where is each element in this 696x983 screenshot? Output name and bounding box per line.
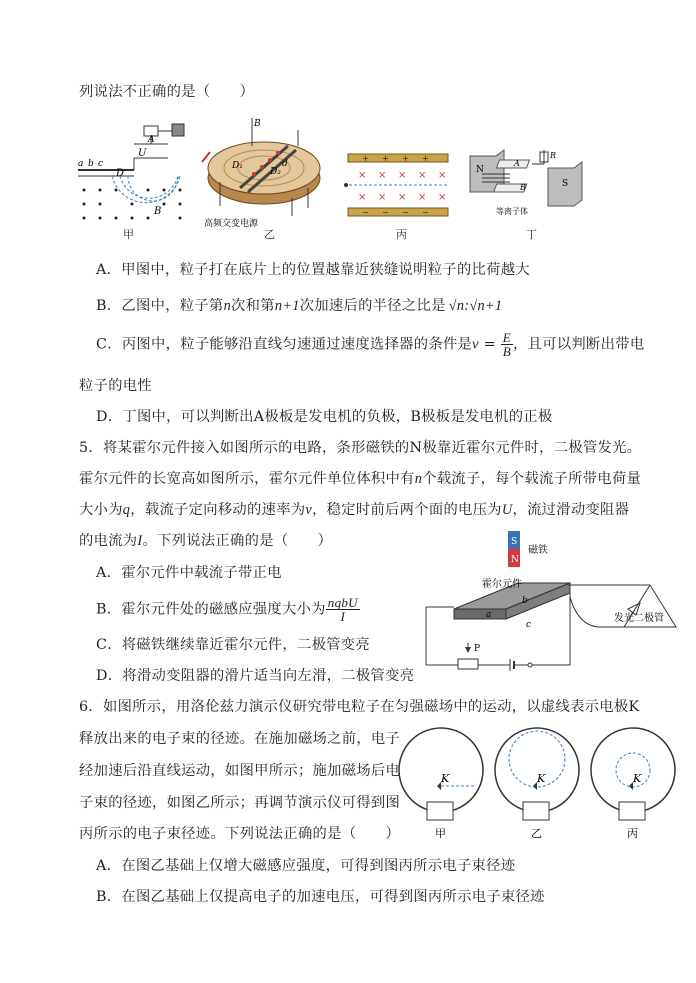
- svg-text:a: a: [486, 610, 492, 620]
- svg-text:c: c: [98, 159, 104, 169]
- svg-text:a: a: [78, 159, 84, 169]
- q5-option-c: C．将磁铁继续靠近霍尔元件，二极管变亮: [96, 637, 370, 653]
- svg-text:R: R: [550, 151, 557, 160]
- svg-text:A: A: [514, 159, 520, 168]
- svg-text:S: S: [562, 179, 569, 189]
- svg-text:+: +: [362, 154, 369, 163]
- q4-option-b: B．乙图中，粒子第n次和第n+1次加速后的半径之比是 √n:√n+1: [96, 298, 503, 314]
- svg-text:等离子体: 等离子体: [496, 207, 528, 216]
- q4-option-d: D．丁图中，可以判断出A极板是发电机的负极，B极板是发电机的正极: [96, 409, 553, 425]
- svg-text:+: +: [382, 154, 389, 163]
- svg-text:×: ×: [418, 192, 427, 203]
- svg-text:U: U: [138, 148, 147, 159]
- q5-stem-line4: 的电流为I。下列说法正确的是（ ）: [79, 533, 333, 549]
- svg-text:−: −: [422, 208, 429, 217]
- tube-bing: [591, 728, 675, 840]
- svg-text:霍尔元件: 霍尔元件: [482, 579, 522, 590]
- svg-text:P: P: [474, 644, 481, 654]
- q5-stem-line3: 大小为q，载流子定向移动的速率为v，稳定时前后两个面的电压为U，流过滑动变阻器: [79, 502, 630, 518]
- svg-text:+: +: [422, 154, 429, 163]
- q4-intro: 列说法不正确的是（ ）: [79, 84, 255, 100]
- svg-text:c: c: [526, 620, 532, 630]
- q6-option-b: B．在图乙基础上仅提高电子的加速电压，可得到图丙所示电子束径迹: [96, 889, 545, 905]
- svg-text:D₂: D₂: [270, 167, 281, 177]
- svg-text:b: b: [522, 596, 528, 606]
- svg-text:×: ×: [418, 170, 427, 181]
- q6-stem-line4: 子束的径迹，如图乙所示；再调节演示仪可得到图: [79, 795, 401, 811]
- caption-ding: 丁: [526, 228, 537, 241]
- svg-text:B: B: [520, 183, 526, 192]
- svg-text:×: ×: [398, 170, 407, 181]
- q5-option-a: A．霍尔元件中载流子带正电: [96, 565, 282, 581]
- svg-text:D: D: [116, 168, 125, 179]
- q6-stem-line1: 6．如图所示，用洛伦兹力演示仪研究带电粒子在匀强磁场中的运动，以虚线表示电极K: [79, 699, 640, 715]
- svg-text:×: ×: [438, 170, 447, 181]
- tube-yi: [495, 728, 579, 840]
- q5-option-d: D．将滑动变阻器的滑片适当向左滑，二极管变亮: [96, 668, 415, 684]
- q4-option-c: C．丙图中，粒子能够沿直线匀速通过速度选择器的条件是v = $\frac{E}{B}$ ，且可以判断出带电: [96, 330, 645, 359]
- q6-stem-line5: 丙所示的电子束径迹。下列说法正确的是（ ）: [79, 826, 401, 842]
- svg-text:−: −: [382, 208, 389, 217]
- svg-text:×: ×: [398, 192, 407, 203]
- svg-text:K: K: [537, 772, 546, 785]
- q5-stem-line2: 霍尔元件的长宽高如图所示，霍尔元件单位体积中有n个载流子，每个载流子所带电荷量: [79, 471, 642, 487]
- svg-text:×: ×: [358, 170, 367, 181]
- caption-jia: 甲: [123, 228, 134, 241]
- figure-bing-velocity-selector: [344, 152, 454, 218]
- svg-text:×: ×: [378, 170, 387, 181]
- svg-text:A: A: [148, 135, 155, 145]
- svg-text:D₁: D₁: [232, 161, 243, 171]
- q4-option-c-continued: 粒子的电性: [79, 378, 152, 394]
- svg-text:磁铁: 磁铁: [528, 545, 548, 556]
- svg-text:b: b: [88, 159, 94, 169]
- svg-text:K: K: [633, 772, 642, 785]
- svg-text:×: ×: [358, 192, 367, 203]
- q5-option-b: B．霍尔元件处的磁感应强度大小为 $\frac{\text{nqbU}}{I}$: [96, 595, 358, 624]
- caption-yi: 乙: [264, 228, 275, 241]
- svg-text:d: d: [282, 159, 288, 169]
- svg-text:乙: 乙: [531, 827, 542, 840]
- q6-stem-line2: 释放出来的电子束的径迹。在施加磁场之前，电子: [79, 731, 401, 747]
- tube-jia: [399, 728, 483, 840]
- svg-text:+: +: [402, 154, 409, 163]
- svg-text:B: B: [154, 206, 162, 217]
- q6-option-a: A．在图乙基础上仅增大磁感应强度，可得到图丙所示电子束径迹: [96, 858, 516, 874]
- figure-hall-circuit: [418, 527, 680, 677]
- svg-text:−: −: [362, 208, 369, 217]
- svg-text:发光二极管: 发光二极管: [614, 613, 664, 624]
- figure-ding-mhd-generator: [466, 142, 588, 218]
- svg-text:甲: 甲: [435, 827, 446, 840]
- figure-electron-beams: [397, 722, 679, 844]
- figure-jia-mass-spectrometer: [76, 120, 188, 240]
- svg-text:B: B: [254, 119, 261, 129]
- q6-stem-line3: 经加速后沿直线运动，如图甲所示；施加磁场后电: [79, 763, 401, 779]
- caption-bing: 丙: [396, 228, 407, 241]
- svg-text:×: ×: [438, 192, 447, 203]
- q5-stem-line1: 5．将某霍尔元件接入如图所示的电路，条形磁铁的N极靠近霍尔元件时，二极管发光。: [79, 440, 642, 456]
- svg-text:高频交变电源: 高频交变电源: [204, 219, 259, 229]
- figure-yi-cyclotron: [200, 116, 322, 234]
- svg-text:N: N: [476, 165, 484, 175]
- svg-text:S: S: [511, 537, 518, 547]
- q4-option-a: A．甲图中，粒子打在底片上的位置越靠近狭缝说明粒子的比荷越大: [96, 262, 530, 278]
- svg-text:−: −: [402, 208, 409, 217]
- svg-text:×: ×: [378, 192, 387, 203]
- svg-text:K: K: [441, 772, 450, 785]
- svg-text:丙: 丙: [627, 827, 638, 840]
- svg-text:N: N: [511, 555, 519, 565]
